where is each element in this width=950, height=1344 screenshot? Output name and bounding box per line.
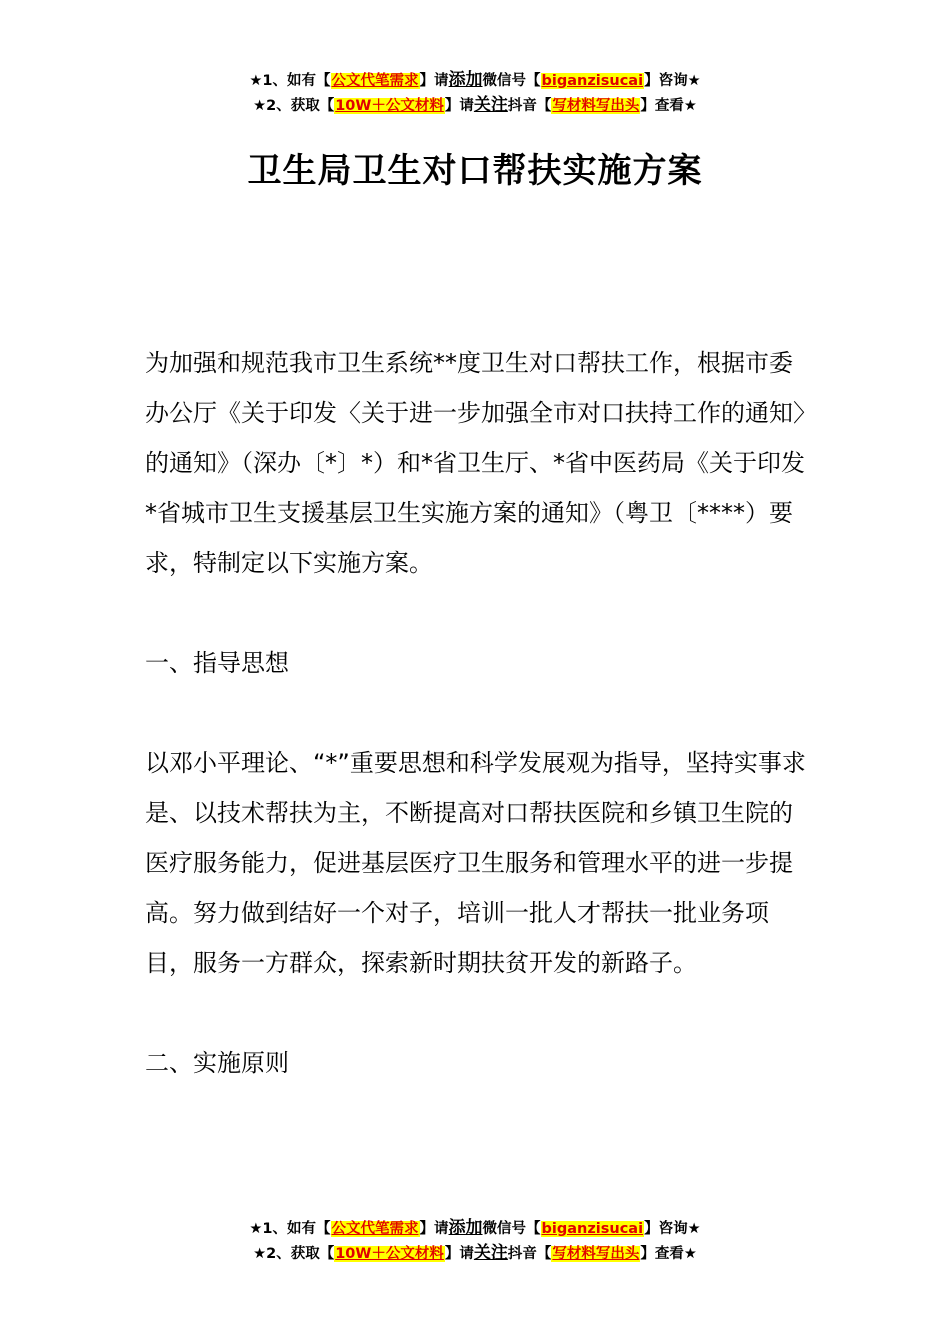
promo-highlight-materials: 10W＋公文材料 <box>335 1246 444 1262</box>
promo-text: 】咨询★ <box>644 73 701 89</box>
promo-emphasis: 添加 <box>448 1218 483 1238</box>
footer-promo <box>0 1216 950 1266</box>
promo-text: 微信号【 <box>482 73 541 89</box>
intro-paragraph: 为加强和规范我市卫生系统**度卫生对口帮扶工作，根据市委办公厅《关于印发〈关于进一步加强全市对口扶持工作的通知〉的通知》（深办〔*〕*）和*省卫生厅、*省中医药局《关于印发*省城市卫生支援基层卫生实施方案的通知》（粤卫〔****）要求，特制定以下实施方案。 <box>145 349 805 577</box>
header-promo <box>0 68 950 118</box>
promo-text: 微信号【 <box>482 1221 541 1237</box>
promo-highlight-service: 公文代笔需求 <box>331 73 419 89</box>
section-heading-1: 一、指导思想 <box>145 649 289 677</box>
promo-text: 】查看★ <box>640 98 697 114</box>
promo-emphasis: 添加 <box>448 70 483 90</box>
promo-text: ★1、如有【 <box>249 1221 331 1237</box>
document-body <box>145 338 810 1088</box>
promo-highlight-wechat: biganzisucai <box>541 73 644 89</box>
promo-text: 】请 <box>419 73 449 89</box>
promo-text: 】请 <box>444 98 474 114</box>
section-heading-2: 二、实施原则 <box>145 1049 289 1077</box>
promo-highlight-douyin: 写材料写出头 <box>552 1246 640 1262</box>
promo-line-2 <box>0 1241 950 1266</box>
promo-text: ★2、获取【 <box>253 98 335 114</box>
promo-text: 】咨询★ <box>644 1221 701 1237</box>
promo-emphasis: 关注 <box>473 1243 508 1263</box>
promo-text: 】请 <box>444 1246 474 1262</box>
promo-highlight-service: 公文代笔需求 <box>331 1221 419 1237</box>
section-paragraph-1: 以邓小平理论、“*”重要思想和科学发展观为指导，坚持实事求是、以技术帮扶为主，不断提高对口帮扶医院和乡镇卫生院的医疗服务能力，促进基层医疗卫生服务和管理水平的进一步提高。努力做到结好一个对子，培训一批人才帮扶一批业务项目，服务一方群众，探索新时期扶贫开发的新路子。 <box>145 749 806 977</box>
document-title: 卫生局卫生对口帮扶实施方案 <box>247 151 703 191</box>
promo-text: 抖音【 <box>507 1246 552 1262</box>
promo-text: ★1、如有【 <box>249 73 331 89</box>
promo-line-1 <box>0 68 950 93</box>
promo-line-1 <box>0 1216 950 1241</box>
promo-highlight-douyin: 写材料写出头 <box>552 98 640 114</box>
promo-text: 抖音【 <box>507 98 552 114</box>
promo-highlight-wechat: biganzisucai <box>541 1221 644 1237</box>
promo-text: ★2、获取【 <box>253 1246 335 1262</box>
promo-text: 】查看★ <box>640 1246 697 1262</box>
promo-emphasis: 关注 <box>473 95 508 115</box>
promo-highlight-materials: 10W＋公文材料 <box>335 98 444 114</box>
promo-line-2 <box>0 93 950 118</box>
promo-text: 】请 <box>419 1221 449 1237</box>
